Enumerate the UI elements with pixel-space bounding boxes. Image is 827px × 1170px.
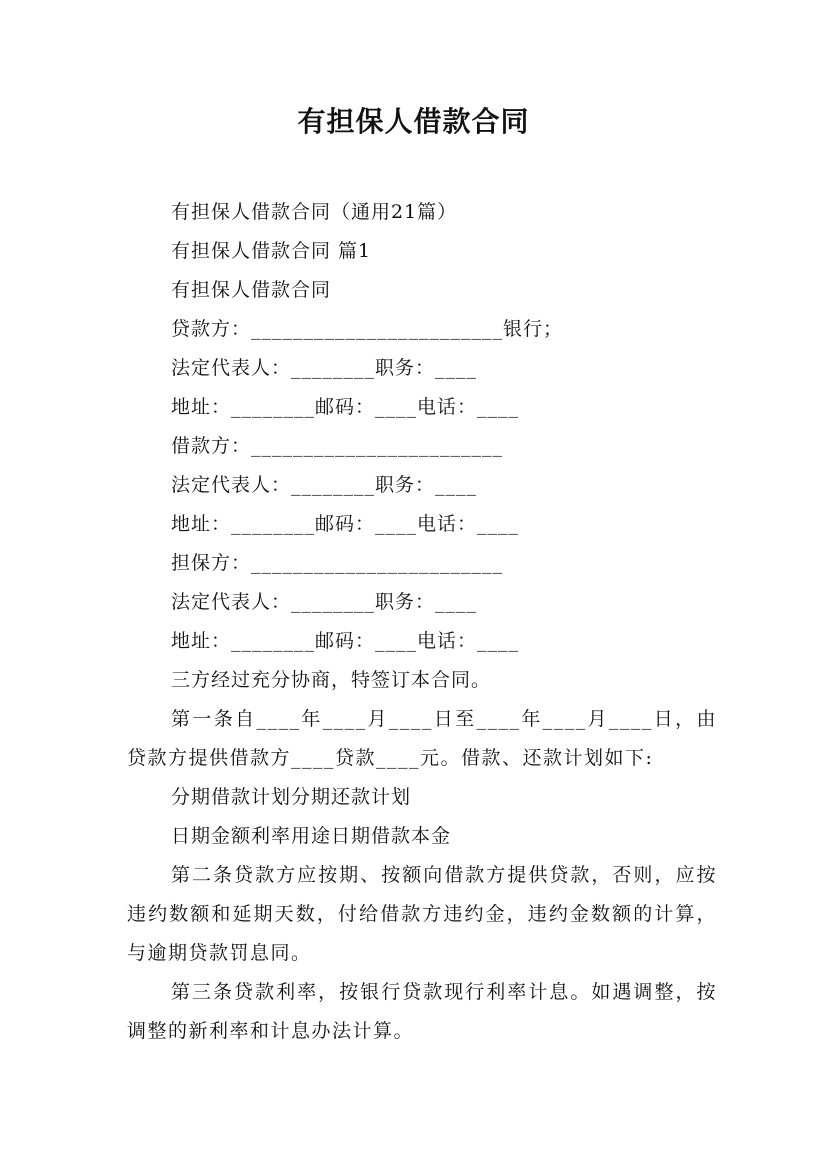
lender-representative-field: 法定代表人：________职务：____ bbox=[171, 357, 478, 379]
borrower-representative-field: 法定代表人：________职务：____ bbox=[171, 474, 478, 496]
article-1-paragraph: 第一条自____年____月____日至____年____月____日，由贷款方提供借款方____贷款____元。借款、还款计划如下: bbox=[127, 708, 717, 769]
article-3-paragraph: 第三条贷款利率，按银行贷款现行利率计息。如遇调整，按调整的新利率和计息办法计算。 bbox=[127, 981, 717, 1042]
lender-field: 贷款方：________________________银行； bbox=[171, 318, 564, 340]
contract-name: 有担保人借款合同 bbox=[171, 279, 332, 301]
plan-header-line: 分期借款计划分期还款计划 bbox=[171, 786, 412, 808]
borrower-address-field: 地址：________邮码：____电话：____ bbox=[171, 513, 520, 535]
section-heading: 有担保人借款合同 篇1 bbox=[171, 240, 372, 262]
lender-address-field: 地址：________邮码：____电话：____ bbox=[171, 396, 520, 418]
plan-columns-line: 日期金额利率用途日期借款本金 bbox=[171, 825, 452, 847]
guarantor-address-field: 地址：________邮码：____电话：____ bbox=[171, 630, 520, 652]
agreement-statement: 三方经过充分协商，特签订本合同。 bbox=[171, 669, 492, 691]
borrower-field: 借款方：________________________ bbox=[171, 435, 504, 457]
document-title: 有担保人借款合同 bbox=[297, 105, 530, 138]
subtitle-line: 有担保人借款合同（通用21篇） bbox=[171, 201, 458, 223]
guarantor-representative-field: 法定代表人：________职务：____ bbox=[171, 591, 478, 613]
document-body bbox=[127, 193, 717, 1051]
guarantor-field: 担保方：________________________ bbox=[171, 552, 504, 574]
article-2-paragraph: 第二条贷款方应按期、按额向借款方提供贷款，否则，应按违约数额和延期天数，付给借款方违约金，违约金数额的计算，与逾期贷款罚息同。 bbox=[127, 864, 717, 964]
